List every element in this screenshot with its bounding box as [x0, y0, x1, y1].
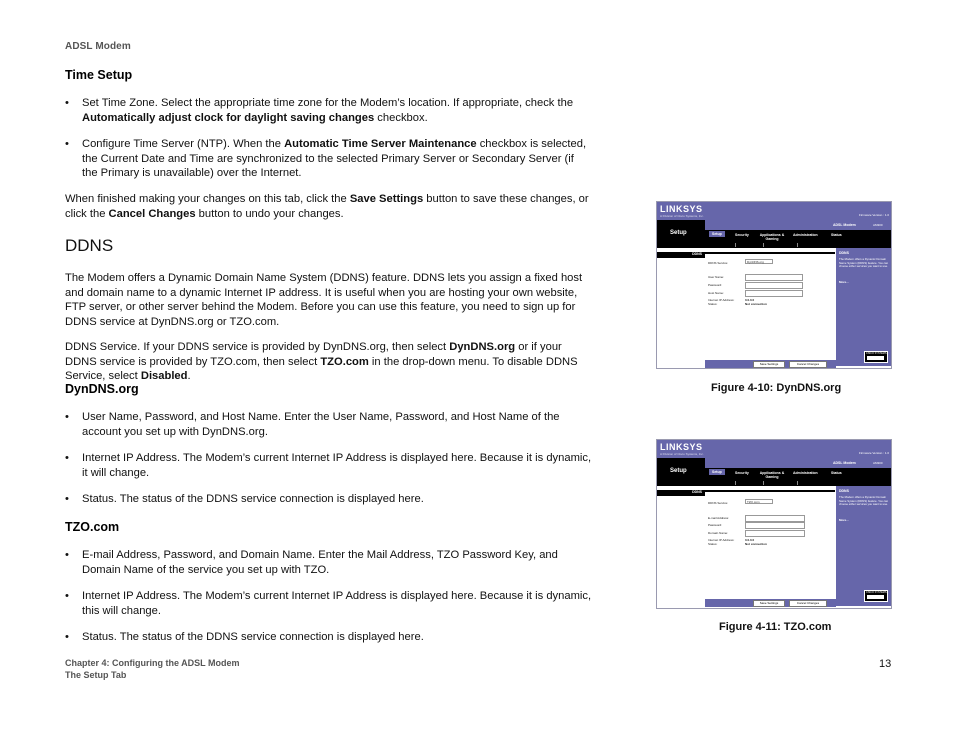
bullet-dot: •: [65, 549, 69, 561]
section-label: Setup: [670, 230, 687, 236]
logo-subtitle: A Division of Cisco Systems, Inc.: [660, 214, 704, 218]
cancel-changes-button[interactable]: Cancel Changes: [789, 600, 827, 607]
bullet-text: Configure Time Server (NTP). When the Automatic Time Server Maintenance checkbox is selected, the Current Date and Time are synchronized to the selected Primary Server or Secondary Server (if the Primary is unavailable) over the Internet.: [82, 138, 587, 180]
logo-subtitle: A Division of Cisco Systems, Inc.: [660, 452, 704, 456]
footer: [65, 657, 240, 681]
password-label: Password:: [708, 523, 723, 527]
cisco-logo: CISCO SYSTEMS: [864, 590, 888, 602]
bullet-dot: •: [65, 452, 69, 464]
ddns-service-paragraph: DDNS Service. If your DDNS service is provided by DynDNS.org, then select DynDNS.org or if your DDNS service is provided by TZO.com, then select TZO.com in the drop-down menu. To disable DDNS Service, select Disabled.: [65, 341, 578, 383]
model-bar: [705, 220, 891, 230]
save-settings-button[interactable]: Save Settings: [753, 361, 785, 368]
footer-chapter: Chapter 4: Configuring the ADSL Modem: [65, 658, 240, 668]
more-link[interactable]: More...: [839, 280, 849, 284]
tzo-bullet: [65, 630, 590, 646]
model-name: ADSL Modem: [833, 461, 856, 465]
dyndns-bullet: [65, 451, 590, 481]
bullet-dot: •: [65, 590, 69, 602]
host-name-input[interactable]: [745, 290, 803, 297]
email-input[interactable]: [745, 515, 805, 522]
tab-status[interactable]: Status: [831, 471, 842, 475]
tzo-heading: TZO.com: [65, 520, 120, 534]
time-setup-heading: Time Setup: [65, 68, 133, 82]
bullet-dot: •: [65, 493, 69, 505]
main-rule: [705, 252, 835, 254]
side-header: [657, 252, 705, 258]
tab-security[interactable]: Security: [735, 233, 749, 237]
bullet-text: Set Time Zone. Select the appropriate time zone for the Modem’s location. If appropriate, check the Automatically adjust clock for daylight saving changes checkbox.: [82, 97, 574, 124]
linksys-logo: LINKSYS: [660, 204, 703, 214]
bullet-text: User Name, Password, and Host Name. Enter the User Name, Password, and Host Name of the account you set up with DynDNS.org.: [82, 411, 560, 438]
subtab-divider: [797, 481, 798, 485]
bullet-dot: •: [65, 631, 69, 643]
save-settings-button[interactable]: Save Settings: [753, 600, 785, 607]
screenshot-topbar: [657, 440, 891, 458]
bullet-text: Status. The status of the DDNS service connection is displayed here.: [82, 493, 424, 505]
subtab-divider: [763, 481, 764, 485]
ddns-intro: The Modem offers a Dynamic Domain Name System (DDNS) feature. DDNS lets you assign a fixed host and domain name to a dynamic Internet IP address. It is useful when you are hosting your own website, FTP server, or other server behind the Modem. Before you can use this feature, you need to sign up for DDNS service at DynDNS.org or TZO.com.: [65, 272, 583, 328]
dyndns-bullet: [65, 492, 590, 508]
help-title: DDNS: [839, 251, 849, 255]
password-label: Password:: [708, 283, 723, 287]
button-bar: [705, 360, 836, 368]
subtab-divider: [735, 481, 736, 485]
bullet-dot: •: [65, 138, 69, 150]
ip-value: 0.0.0.0: [745, 298, 755, 302]
section-block: [657, 458, 705, 486]
tab-applications-gaming[interactable]: Applications & Gaming: [759, 233, 785, 241]
status-label: Status:: [708, 302, 718, 306]
bullet-text: Internet IP Address. The Modem’s current Internet IP Address is displayed here. Because it is dynamic, this will change.: [82, 590, 592, 617]
footer-section: The Setup Tab: [65, 670, 127, 680]
help-title: DDNS: [839, 489, 849, 493]
ddns-heading: DDNS: [65, 236, 114, 255]
section-label: Setup: [670, 468, 687, 474]
button-bar: [705, 599, 836, 607]
password-input[interactable]: [745, 522, 805, 529]
tab-administration[interactable]: Administration: [793, 233, 818, 237]
dyndns-screenshot: [656, 201, 892, 369]
ip-value: 0.0.0.0: [745, 538, 755, 542]
tab-applications-gaming[interactable]: Applications & Gaming: [759, 471, 785, 479]
bullet-dot: •: [65, 97, 69, 109]
model-name: ADSL Modem: [833, 223, 856, 227]
host-name-label: Host Name:: [708, 291, 724, 295]
bullet-text: Internet IP Address. The Modem’s current Internet IP Address is displayed here. Because it is dynamic, it will change.: [82, 452, 592, 479]
tzo-screenshot: [656, 439, 892, 609]
linksys-logo: LINKSYS: [660, 442, 703, 452]
dyndns-bullet: [65, 410, 590, 440]
model-number: AM300: [873, 461, 883, 465]
tab-setup[interactable]: Setup: [709, 231, 725, 237]
time-zone-bullet: [65, 96, 590, 126]
model-number: AM300: [873, 223, 883, 227]
side-header: [657, 490, 705, 496]
tab-setup[interactable]: Setup: [709, 469, 725, 475]
tab-security[interactable]: Security: [735, 471, 749, 475]
figure-10-caption: Figure 4-10: DynDNS.org: [711, 382, 842, 394]
dyndns-heading: DynDNS.org: [65, 382, 139, 396]
user-name-label: User Name:: [708, 275, 725, 279]
help-panel: [836, 486, 891, 606]
firmware-version: Firmware Version : 1.0: [858, 451, 889, 455]
side-header-label: DDNS: [692, 252, 702, 256]
subtab-divider: [797, 243, 798, 247]
email-label: E-mail Address:: [708, 516, 730, 520]
ddns-service-select[interactable]: TZO.com: [745, 499, 773, 504]
more-link[interactable]: More...: [839, 518, 849, 522]
model-bar: [705, 458, 891, 468]
bullet-text: E-mail Address, Password, and Domain Name. Enter the Mail Address, TZO Password Key, and Domain Name of the service you set up with TZO.: [82, 549, 558, 576]
cancel-changes-button[interactable]: Cancel Changes: [789, 361, 827, 368]
help-text: The Modem offers a Dynamic Domain Name System (DDNS) feature. You can choose either services you want to use.: [839, 495, 889, 507]
main-tabs: [705, 468, 891, 480]
ip-label: Internet IP Address:: [708, 298, 735, 302]
side-header-label: DDNS: [692, 490, 702, 494]
status-label: Status:: [708, 542, 718, 546]
figure-11-caption: Figure 4-11: TZO.com: [719, 621, 832, 633]
tab-administration[interactable]: Administration: [793, 471, 818, 475]
password-input[interactable]: [745, 282, 803, 289]
main-rule: [705, 490, 835, 492]
tzo-bullet: [65, 548, 590, 578]
ddns-service-label: DDNS Service:: [708, 501, 729, 505]
subtab-divider: [735, 243, 736, 247]
tzo-bullet: [65, 589, 590, 619]
user-name-input[interactable]: [745, 274, 803, 281]
section-block: [657, 220, 705, 248]
firmware-version: Firmware Version : 1.0: [858, 213, 889, 217]
ddns-service-label: DDNS Service:: [708, 261, 729, 265]
tab-status[interactable]: Status: [831, 233, 842, 237]
domain-name-input[interactable]: [745, 530, 805, 537]
subtab-divider: [763, 243, 764, 247]
bullet-text: Status. The status of the DDNS service connection is displayed here.: [82, 631, 424, 643]
bullet-dot: •: [65, 411, 69, 423]
help-text: The Modem offers a Dynamic Domain Name System (DDNS) feature. You can choose either services you want to use.: [839, 257, 889, 269]
main-tabs: [705, 230, 891, 242]
ddns-service-select[interactable]: DynDNS.org: [745, 259, 773, 264]
page-number: 13: [879, 658, 892, 670]
time-server-bullet: [65, 137, 590, 182]
cisco-logo: CISCO SYSTEMS: [864, 351, 888, 363]
status-value: Not connection: [745, 302, 767, 306]
screenshot-topbar: [657, 202, 891, 220]
domain-name-label: Domain Name:: [708, 531, 729, 535]
running-header: ADSL Modem: [65, 41, 131, 52]
ip-label: Internet IP Address:: [708, 538, 735, 542]
help-panel: [836, 248, 891, 366]
finish-paragraph: When finished making your changes on this tab, click the Save Settings button to save these changes, or click the Cancel Changes button to undo your changes.: [65, 193, 589, 220]
status-value: Not connection: [745, 542, 767, 546]
